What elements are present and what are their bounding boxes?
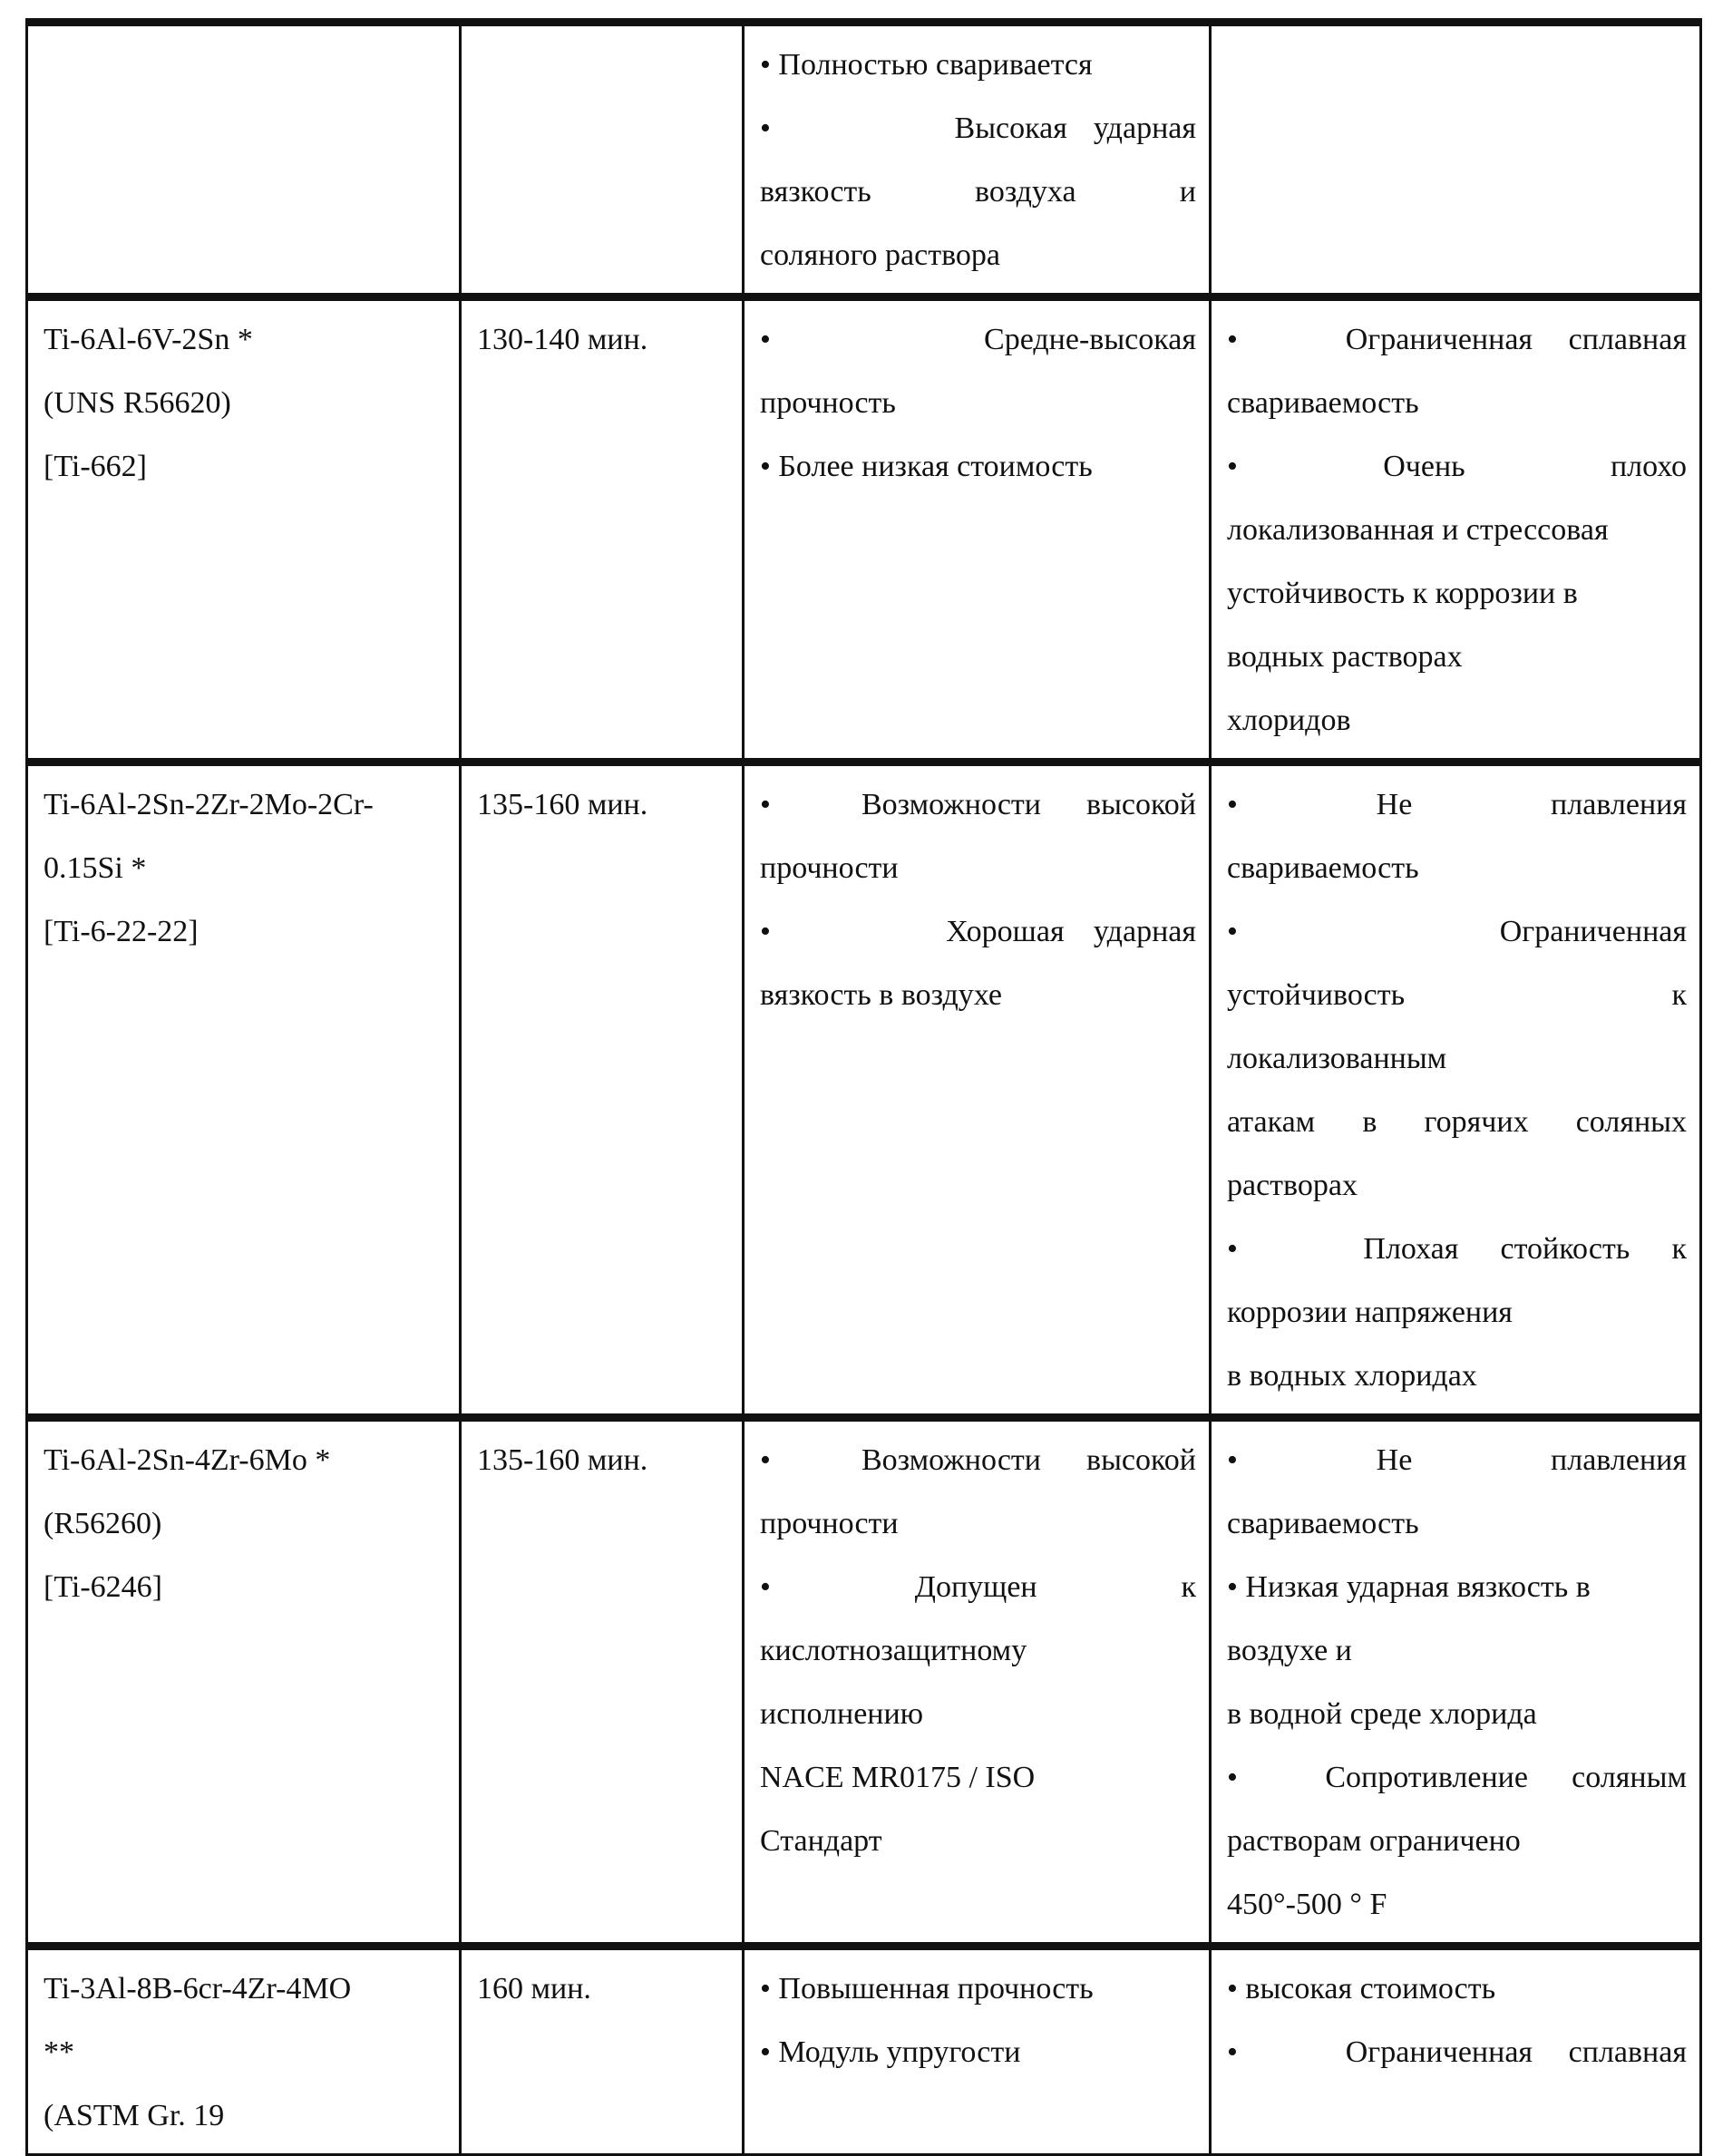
advantage-line: прочности	[760, 1507, 899, 1540]
limitations-cell	[1211, 1947, 1701, 2155]
limitations-cell	[1211, 23, 1701, 297]
alloy-line: Ti-3Al-8B-6cr-4Zr-4MO	[44, 1972, 352, 2005]
limitations-cell	[1211, 297, 1701, 762]
limitation-line: • высокая стоимость	[1227, 1972, 1496, 2005]
limitation-line: в водной среде хлорида	[1227, 1697, 1537, 1731]
alloy-line: [Ti-6246]	[44, 1570, 162, 1604]
limitation-line: свариваемость	[1227, 386, 1419, 420]
advantages-cell	[744, 23, 1211, 297]
advantage-line: • Полностью сваривается	[760, 48, 1093, 82]
limitation-line: • Ограниченная сплавная	[1227, 2035, 1687, 2069]
limitation-line: атакам в горячих соляных	[1227, 1105, 1687, 1139]
limitation-line: растворах	[1227, 1169, 1358, 1202]
alloy-properties-table	[25, 18, 1702, 2156]
limitation-line: 450°-500 ° F	[1227, 1888, 1387, 1921]
alloy-line: **	[44, 2035, 74, 2069]
limitation-line: воздухе и	[1227, 1634, 1352, 1667]
limitation-line: локализованная и стрессовая	[1227, 513, 1609, 547]
advantage-line: кислотнозащитному	[760, 1634, 1027, 1667]
advantage-line: исполнению	[760, 1697, 924, 1731]
advantage-line: • Возможности высокой	[760, 1443, 1196, 1477]
advantage-line: Стандарт	[760, 1824, 882, 1858]
advantages-cell	[744, 297, 1211, 762]
alloy-cell	[27, 23, 461, 297]
alloy-line: (ASTM Gr. 19	[44, 2099, 225, 2132]
strength-value: 130-140 мин.	[477, 323, 648, 356]
limitation-line: устойчивость к коррозии в	[1227, 577, 1578, 610]
limitation-line: свариваемость	[1227, 851, 1419, 885]
advantage-line: NACE MR0175 / ISO	[760, 1761, 1036, 1794]
table-row	[27, 297, 1701, 762]
limitation-line: • Сопротивление соляным	[1227, 1761, 1687, 1794]
advantage-line: соляного раствора	[760, 238, 1000, 272]
table-row	[27, 762, 1701, 1418]
advantage-line: • Средне-высокая	[760, 323, 1196, 356]
limitation-line: коррозии напряжения	[1227, 1296, 1513, 1329]
strength-value: 135-160 мин.	[477, 1443, 648, 1477]
limitation-line: в водных хлоридах	[1227, 1359, 1477, 1393]
advantage-line: • Более низкая стоимость	[760, 450, 1093, 483]
advantage-line: прочность	[760, 386, 896, 420]
advantage-line: • Возможности высокой	[760, 788, 1196, 821]
advantage-line: • Хорошая ударная	[760, 915, 1196, 948]
advantage-line: вязкость воздуха и	[760, 175, 1196, 209]
limitation-line: хлоридов	[1227, 704, 1351, 737]
limitation-line: • Не плавления	[1227, 1443, 1687, 1477]
alloy-line: Ti-6Al-2Sn-4Zr-6Mo *	[44, 1443, 331, 1477]
advantage-line: • Модуль упругости	[760, 2035, 1021, 2069]
limitations-cell	[1211, 762, 1701, 1418]
advantage-line: • Допущен к	[760, 1570, 1196, 1604]
limitation-line: водных растворах	[1227, 640, 1463, 674]
strength-cell	[461, 23, 744, 297]
alloy-line: Ti-6Al-6V-2Sn *	[44, 323, 253, 356]
limitation-line: растворам ограничено	[1227, 1824, 1521, 1858]
alloy-line: [Ti-662]	[44, 450, 147, 483]
limitations-cell	[1211, 1418, 1701, 1947]
limitation-line: локализованным	[1227, 1042, 1447, 1075]
strength-cell	[461, 762, 744, 1418]
strength-cell	[461, 1947, 744, 2155]
advantages-cell	[744, 762, 1211, 1418]
advantage-line: вязкость в воздухе	[760, 978, 1003, 1012]
limitation-line: • Плохая стойкость к	[1227, 1232, 1687, 1266]
table-row	[27, 1947, 1701, 2155]
advantage-line: прочности	[760, 851, 899, 885]
advantage-line: • Высокая ударная	[760, 112, 1196, 145]
advantages-cell	[744, 1947, 1211, 2155]
limitation-line: • Низкая ударная вязкость в	[1227, 1570, 1591, 1604]
limitation-line: • Ограниченная сплавная	[1227, 323, 1687, 356]
alloy-cell	[27, 1418, 461, 1947]
table-row	[27, 23, 1701, 297]
table-row	[27, 1418, 1701, 1947]
strength-value: 135-160 мин.	[477, 788, 648, 821]
limitation-line: устойчивость к	[1227, 978, 1687, 1012]
advantages-cell	[744, 1418, 1211, 1947]
strength-cell	[461, 1418, 744, 1947]
limitation-line: • Не плавления	[1227, 788, 1687, 821]
alloy-line: Ti-6Al-2Sn-2Zr-2Mo-2Cr-	[44, 788, 374, 821]
strength-cell	[461, 297, 744, 762]
alloy-cell	[27, 297, 461, 762]
limitation-line: • Очень плохо	[1227, 450, 1687, 483]
alloy-cell	[27, 762, 461, 1418]
strength-value: 160 мин.	[477, 1972, 591, 2005]
alloy-cell	[27, 1947, 461, 2155]
advantage-line: • Повышенная прочность	[760, 1972, 1094, 2005]
alloy-line: (UNS R56620)	[44, 386, 231, 420]
limitation-line: • Ограниченная	[1227, 915, 1687, 948]
alloy-line: (R56260)	[44, 1507, 162, 1540]
alloy-line: 0.15Si *	[44, 851, 147, 885]
limitation-line: свариваемость	[1227, 1507, 1419, 1540]
alloy-line: [Ti-6-22-22]	[44, 915, 199, 948]
